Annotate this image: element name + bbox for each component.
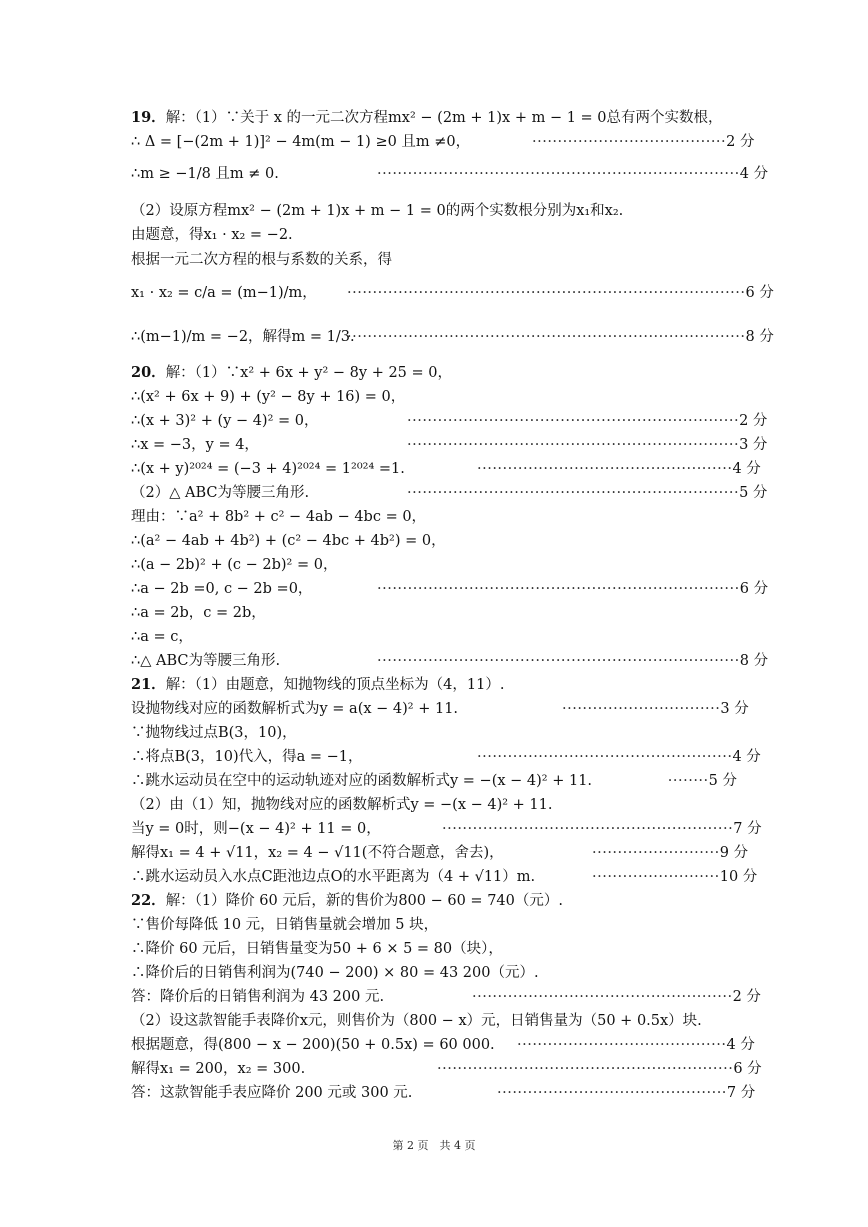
- question-number: 21．: [131, 676, 166, 693]
- score-mark: [347, 282, 774, 304]
- solution-text: ∵抛物线过点B(3，10)，: [131, 725, 297, 741]
- dot-leader: ·································································: [407, 485, 740, 501]
- solution-line: [131, 914, 737, 936]
- dot-leader: ·······································································: [377, 581, 740, 597]
- dot-leader: ·········································: [517, 1037, 727, 1053]
- score-mark: [592, 866, 758, 888]
- solution-line: [131, 698, 749, 720]
- score-mark: [377, 650, 769, 672]
- solution-line: [131, 1058, 762, 1080]
- page-footer: 第 2 页 共 4 页: [392, 1139, 476, 1152]
- solution-line: [131, 842, 749, 864]
- score-points: 2 分: [732, 989, 761, 1005]
- solution-text: 答：降价后的日销售利润为 43 200 元.: [131, 989, 385, 1005]
- dot-leader: ········: [667, 773, 709, 789]
- score-points: 7 分: [726, 1085, 756, 1101]
- solution-line: [131, 602, 737, 624]
- solution-line: [131, 1034, 755, 1056]
- score-mark: [347, 326, 774, 348]
- score-points: 4 分: [739, 166, 769, 182]
- solution-text: ∴将点B(3，10)代入，得a = −1，: [131, 749, 363, 765]
- score-mark: [377, 578, 769, 600]
- dot-leader: ·································································: [407, 437, 740, 453]
- solution-line: [131, 818, 762, 840]
- solution-line: [131, 650, 769, 672]
- solution-line: [131, 434, 768, 456]
- dot-leader: ·························: [592, 845, 720, 861]
- solution-line: [131, 794, 737, 816]
- score-points: 5 分: [708, 773, 737, 789]
- solution-text: （2）由（1）知，抛物线对应的函数解析式y = −(x − 4)² + 11.: [131, 797, 553, 813]
- solution-text: 答：这款智能手表应降价 200 元或 300 元.: [131, 1085, 413, 1101]
- score-points: 8 分: [745, 329, 774, 345]
- score-points: 9 分: [719, 845, 749, 861]
- question-number: 19．: [131, 109, 166, 126]
- solution-line: [131, 506, 737, 528]
- score-points: 4 分: [732, 461, 761, 477]
- solution-text: 解得x₁ = 200，x₂ = 300.: [131, 1061, 306, 1077]
- question-number: 20．: [131, 364, 166, 381]
- dot-leader: ·············································: [497, 1085, 727, 1101]
- solution-text: （2）△ ABC为等腰三角形.: [131, 485, 310, 501]
- solution-text: 当y = 0时，则−(x − 4)² + 11 = 0，: [131, 821, 381, 837]
- solution-text: ∴△ ABC为等腰三角形.: [131, 653, 281, 669]
- solution-line: [131, 1010, 737, 1032]
- solution-line: [131, 938, 737, 960]
- score-mark: [407, 410, 768, 432]
- solution-text: ∴(a − 2b)² + (c − 2b)² = 0，: [131, 557, 338, 573]
- solution-line: [131, 362, 737, 384]
- solution-line: [131, 674, 737, 696]
- solution-line: [131, 962, 737, 984]
- solution-text: ∴跳水运动员在空中的运动轨迹对应的函数解析式y = −(x − 4)² + 11.: [131, 773, 593, 789]
- dot-leader: ·······································································: [377, 166, 740, 182]
- solution-text: ∵售价每降低 10 元，日销售量就会增加 5 块，: [131, 917, 439, 933]
- score-mark: [472, 986, 761, 1008]
- solution-text: ∴a = 2b，c = 2b，: [131, 605, 266, 621]
- score-mark: [592, 842, 749, 864]
- score-points: 4 分: [726, 1037, 755, 1053]
- solution-text: ∴跳水运动员入水点C距池边点O的水平距离为（4 + √11）m.: [131, 869, 536, 885]
- solution-line: [131, 626, 737, 648]
- solution-line: [131, 530, 737, 552]
- solution-text: ∴a = c，: [131, 629, 193, 645]
- score-points: 2 分: [726, 134, 755, 150]
- dot-leader: ··················································: [477, 461, 733, 477]
- score-points: 2 分: [739, 413, 768, 429]
- score-mark: [562, 698, 749, 720]
- solution-text: 22．解：（1）降价 60 元后，新的售价为800 − 60 = 740（元）.: [131, 892, 563, 909]
- score-points: 6 分: [739, 581, 769, 597]
- score-mark: [437, 1058, 762, 1080]
- score-mark: [407, 434, 768, 456]
- solution-line: [131, 249, 737, 271]
- score-points: 8 分: [739, 653, 769, 669]
- score-points: 4 分: [732, 749, 761, 765]
- solution-line: [131, 131, 755, 153]
- score-points: 10 分: [719, 869, 758, 885]
- dot-leader: ·························································: [442, 821, 734, 837]
- solution-line: [131, 163, 769, 185]
- score-mark: [477, 458, 761, 480]
- solution-line: [131, 890, 737, 912]
- score-points: 3 分: [720, 701, 749, 717]
- solution-text: （2）设原方程mx² − (2m + 1)x + m − 1 = 0的两个实数根分别为x₁和x₂.: [131, 203, 624, 219]
- dot-leader: ··············································································: [347, 285, 746, 301]
- solution-text: ∴降价 60 元后，日销售量变为50 + 6 × 5 = 80（块），: [131, 941, 503, 957]
- dot-leader: ·······································································: [377, 653, 740, 669]
- solution-line: [131, 107, 737, 129]
- score-points: 7 分: [733, 821, 762, 837]
- solution-text: 20．解：（1）∵x² + 6x + y² − 8y + 25 = 0，: [131, 364, 452, 381]
- score-mark: [477, 746, 761, 768]
- solution-line: [131, 224, 737, 246]
- solution-text: 解得x₁ = 4 + √11，x₂ = 4 − √11(不符合题意，舍去)，: [131, 845, 504, 861]
- solution-line: [131, 200, 737, 222]
- score-mark: [377, 163, 769, 185]
- solution-line: [131, 770, 737, 792]
- solution-line: [131, 746, 761, 768]
- solution-line: [131, 386, 737, 408]
- solution-line: [131, 722, 737, 744]
- solution-text: 根据一元二次方程的根与系数的关系，得: [131, 252, 392, 268]
- score-mark: [497, 1082, 756, 1104]
- solution-text: ∴(x + y)²⁰²⁴ = (−3 + 4)²⁰²⁴ = 1²⁰²⁴ =1.: [131, 461, 405, 477]
- score-mark: [517, 1034, 755, 1056]
- score-mark: [442, 818, 762, 840]
- solution-text: 19．解：（1）∵关于 x 的一元二次方程mx² − (2m + 1)x + m − 1 = 0总有两个实数根，: [131, 109, 723, 126]
- solution-line: [131, 282, 774, 304]
- dot-leader: ·························: [592, 869, 720, 885]
- solution-text: ∴(m−1)/m = −2，解得m = 1/3.: [131, 329, 355, 345]
- solution-line: [131, 482, 768, 504]
- score-points: 3 分: [739, 437, 768, 453]
- solution-text: ∴(a² − 4ab + 4b²) + (c² − 4bc + 4b²) = 0，: [131, 533, 446, 549]
- solution-text: （2）设这款智能手表降价x元，则售价为（800 − x）元，日销售量为（50 + 0.5x）块.: [131, 1013, 702, 1029]
- solution-line: [131, 326, 774, 348]
- solution-text: ∴(x + 3)² + (y − 4)² = 0，: [131, 413, 319, 429]
- question-number: 22．: [131, 892, 166, 909]
- solution-text: ∴m ≥ −1/8 且m ≠ 0.: [131, 166, 279, 182]
- score-mark: [532, 131, 755, 153]
- score-mark: [407, 482, 768, 504]
- solution-text: ∴(x² + 6x + 9) + (y² − 8y + 16) = 0，: [131, 389, 406, 405]
- solution-text: ∴a − 2b =0, c − 2b =0，: [131, 581, 313, 597]
- solution-line: [131, 458, 761, 480]
- solution-line: [131, 410, 768, 432]
- solution-text: 由题意，得x₁ · x₂ = −2.: [131, 227, 293, 243]
- solution-text: ∴ Δ = [−(2m + 1)]² − 4m(m − 1) ≥0 且m ≠0，: [131, 134, 471, 150]
- dot-leader: ··················································: [477, 749, 733, 765]
- solution-text: ∴x = −3，y = 4，: [131, 437, 259, 453]
- solution-text: 理由：∵a² + 8b² + c² − 4ab − 4bc = 0，: [131, 509, 427, 525]
- dot-leader: ······································: [532, 134, 727, 150]
- dot-leader: ··························································: [437, 1061, 734, 1077]
- solution-text: ∴降价后的日销售利润为(740 − 200) × 80 = 43 200（元）.: [131, 965, 539, 981]
- solution-line: [131, 578, 769, 600]
- solution-line: [131, 866, 758, 888]
- solution-text: 21．解：（1）由题意，知抛物线的顶点坐标为（4，11）.: [131, 676, 505, 693]
- score-points: 6 分: [733, 1061, 762, 1077]
- score-points: 5 分: [739, 485, 768, 501]
- dot-leader: ··············································································: [347, 329, 746, 345]
- score-points: 6 分: [745, 285, 774, 301]
- solution-line: [131, 1082, 756, 1104]
- dot-leader: ·································································: [407, 413, 740, 429]
- dot-leader: ···················································: [472, 989, 733, 1005]
- solution-line: [131, 986, 761, 1008]
- solution-text: x₁ · x₂ = c/a = (m−1)/m，: [131, 285, 317, 301]
- dot-leader: ·······························: [562, 701, 721, 717]
- solution-text: 根据题意，得(800 − x − 200)(50 + 0.5x) = 60 000.: [131, 1037, 495, 1053]
- score-mark: [667, 770, 737, 792]
- solution-line: [131, 554, 737, 576]
- solution-text: 设抛物线对应的函数解析式为y = a(x − 4)² + 11.: [131, 701, 459, 717]
